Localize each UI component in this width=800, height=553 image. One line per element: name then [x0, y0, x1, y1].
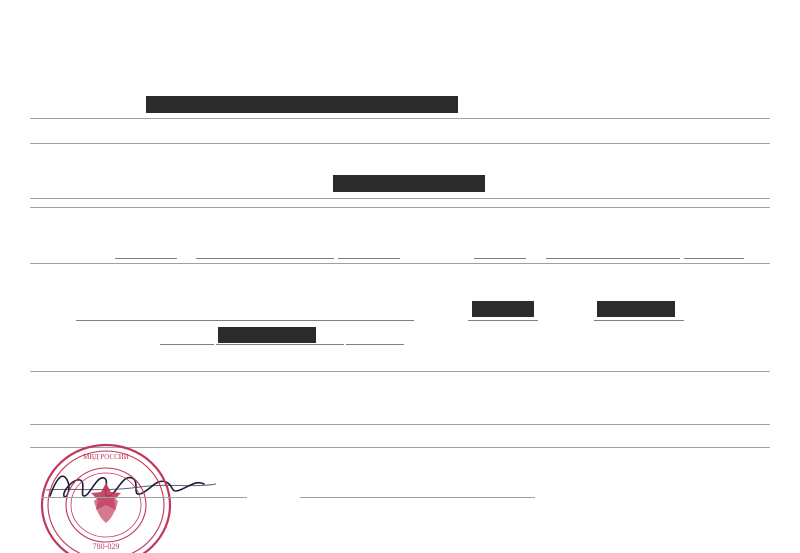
tick-month-to — [546, 258, 680, 259]
tick-vid — [76, 320, 414, 321]
tick-day-to — [474, 258, 526, 259]
stamp-bottom-text: 780-029 — [92, 542, 120, 551]
rule-address-top — [30, 143, 770, 144]
tick-issue-year — [346, 344, 404, 345]
tick-month-from — [196, 258, 334, 259]
rule-term — [30, 263, 770, 264]
issue-date-label — [42, 328, 54, 346]
rule-organ — [30, 371, 770, 372]
rule-address-mid — [30, 198, 770, 199]
redacted-month-block — [218, 327, 316, 343]
redacted-house-block — [333, 175, 485, 192]
tick-year-to — [684, 258, 744, 259]
rule-address-bottom — [30, 207, 770, 208]
rule-family — [300, 497, 535, 498]
tick-number — [594, 320, 684, 321]
redacted-name-block — [146, 96, 458, 113]
tick-year-from — [338, 258, 400, 259]
rule-chief-1 — [30, 424, 770, 425]
official-round-stamp — [22, 443, 190, 553]
tick-issue-month — [216, 344, 344, 345]
term-row — [42, 240, 658, 260]
redacted-series-block — [472, 301, 534, 317]
redacted-number-block — [597, 301, 675, 317]
rule-issued — [30, 118, 770, 119]
stamp-top-text: МВД РОССИИ — [83, 453, 129, 461]
tick-day-from — [115, 258, 177, 259]
tick-series — [468, 320, 538, 321]
rule-signature — [42, 497, 247, 498]
tick-issue-day — [160, 344, 214, 345]
